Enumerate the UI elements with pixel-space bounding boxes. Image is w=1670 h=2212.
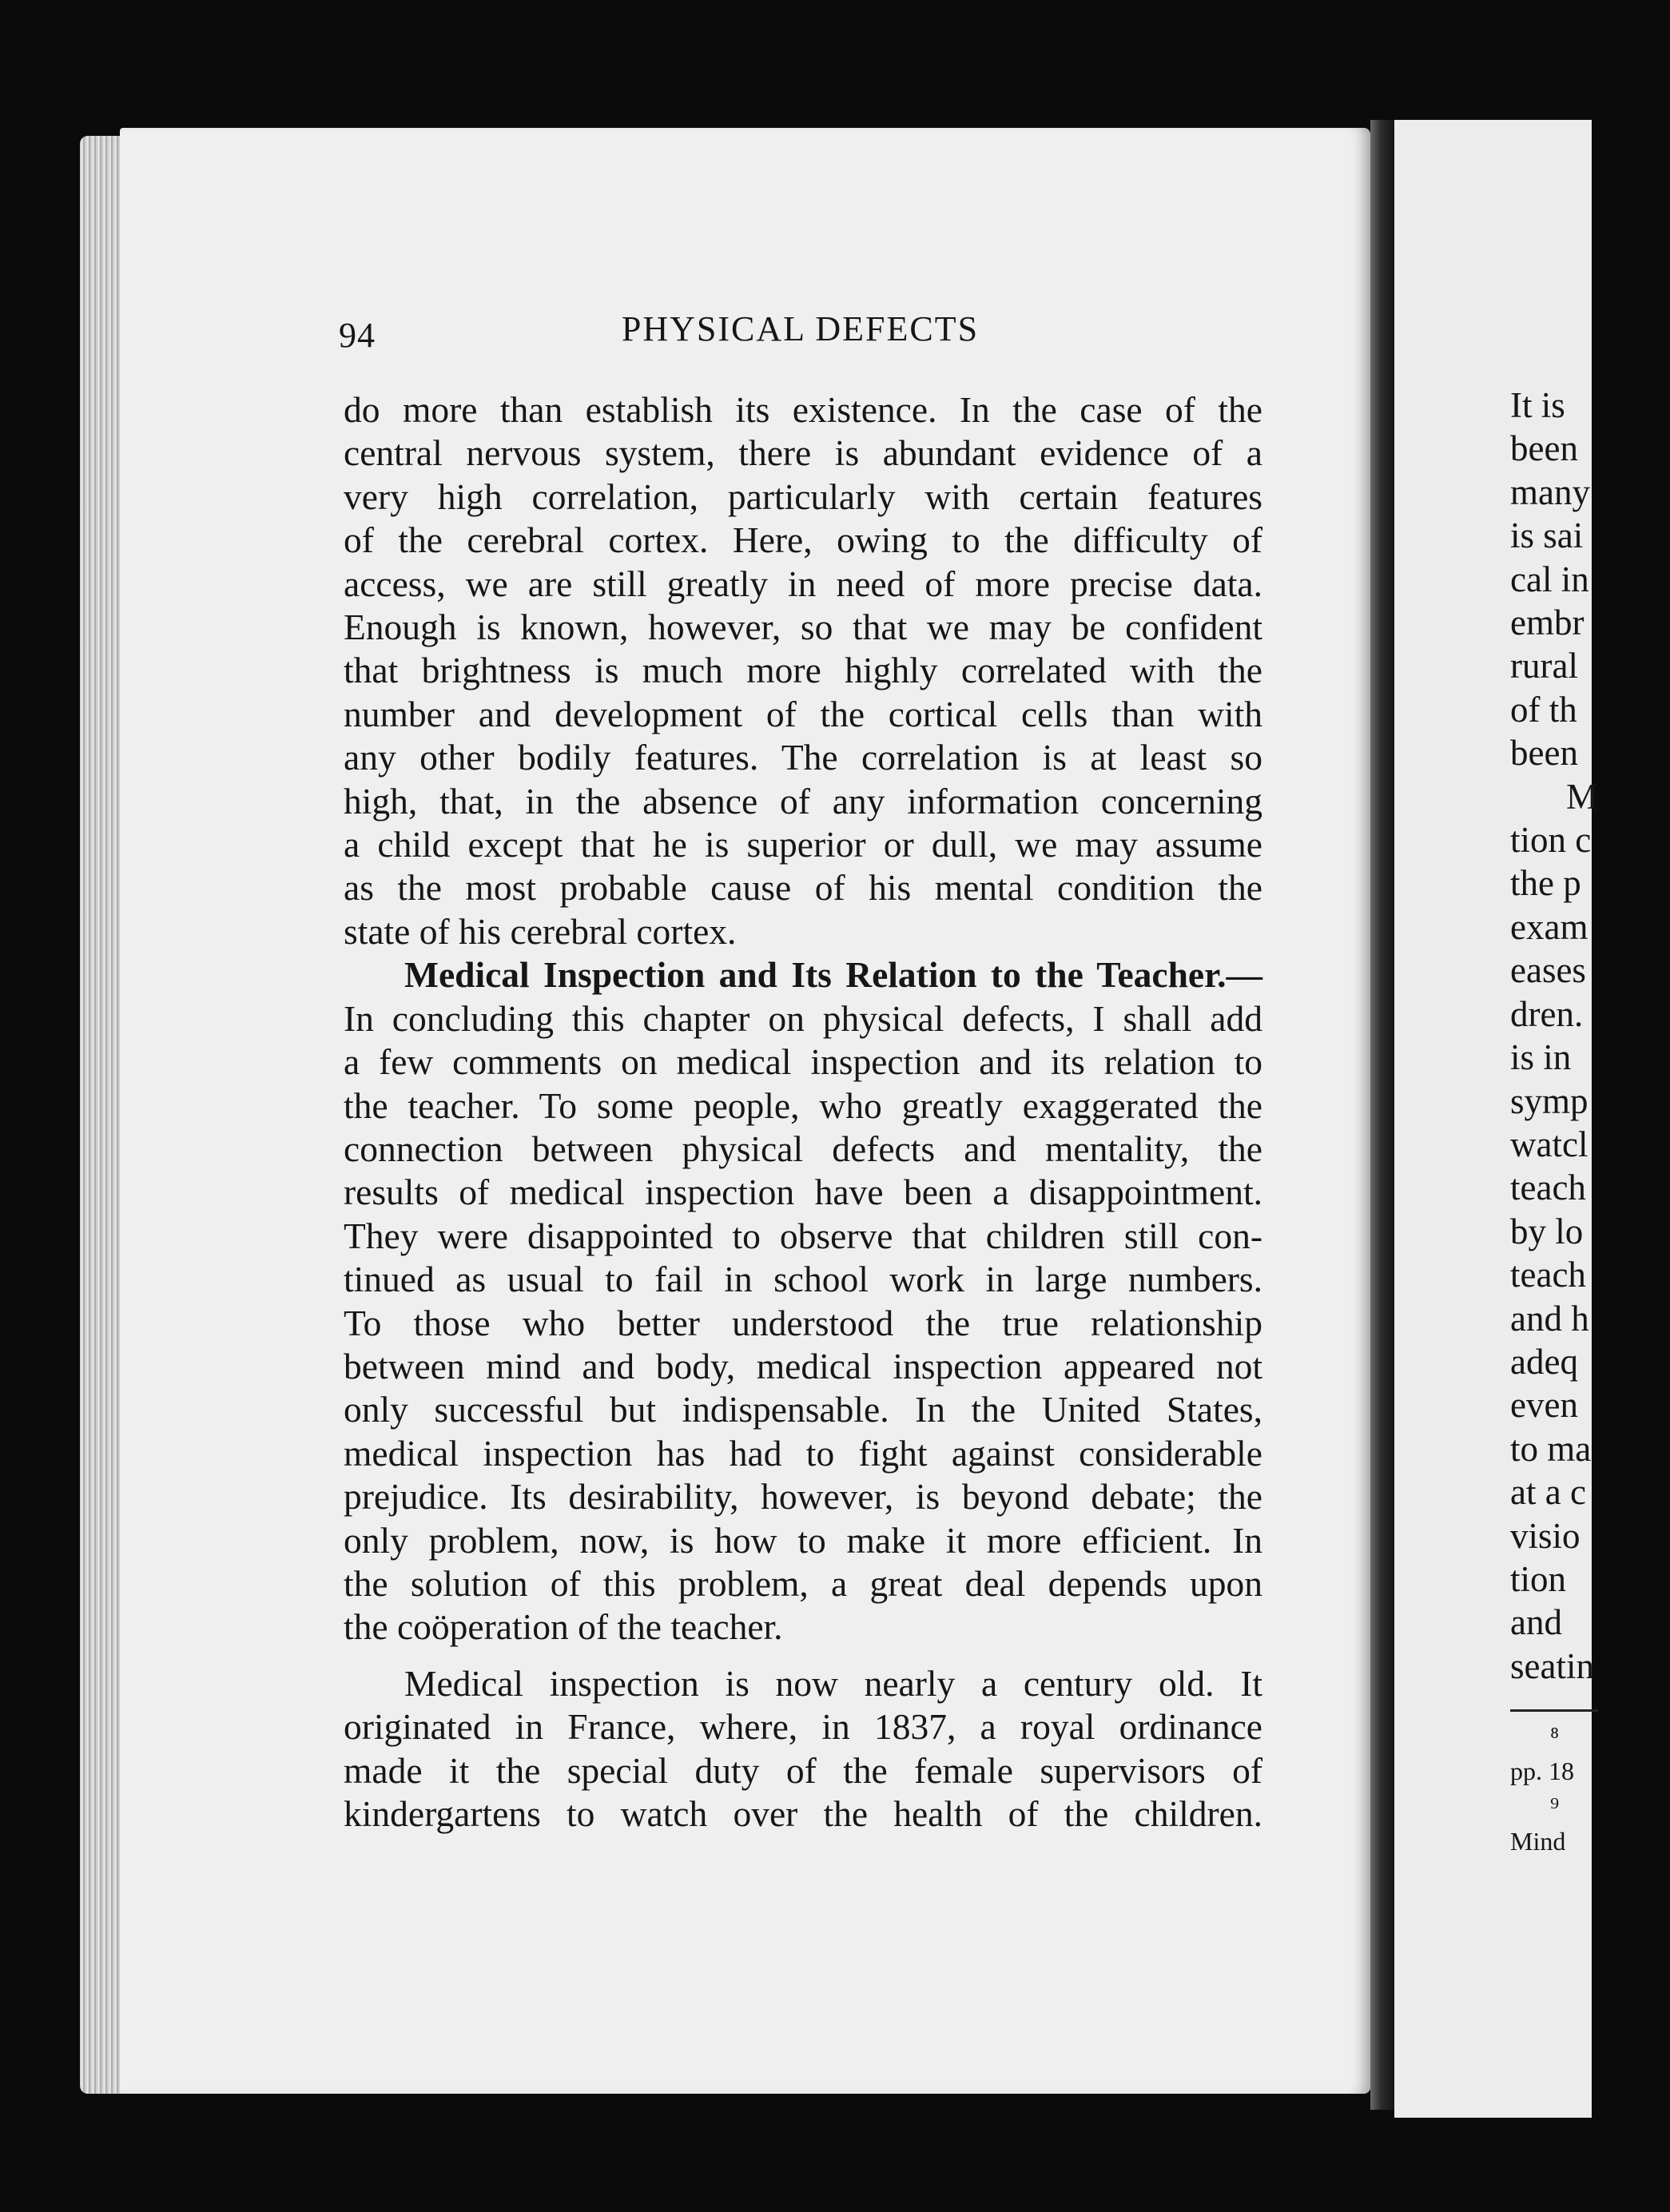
text-line-fragment: been [1510,733,1578,774]
text-line-fragment: cal in [1510,559,1589,599]
text-line-fragment: to ma [1510,1428,1592,1469]
text-line-fragment: embr [1510,603,1585,643]
text-line-fragment: is in [1510,1037,1572,1078]
text-line-fragment: tion c [1510,820,1592,861]
text-line-fragment: eases [1510,950,1586,991]
text-line: any other bodily features. The correlation is at least so [344,737,1262,778]
text-line-fragment: It is [1510,385,1565,425]
paragraph-3 [344,1662,1262,1836]
text-line-fragment: the p [1510,863,1581,904]
text-line: between mind and body, medical inspection appeared not [344,1345,1262,1386]
text-line: medical inspection has had to fight against considerable [344,1432,1262,1474]
paragraph-2 [344,953,1262,1649]
footnote-fragment: pp. 18 [1510,1756,1574,1785]
text-line-fragment: watcl [1510,1124,1588,1164]
text-line: tinued as usual to fail in school work in large numbers. [344,1259,1262,1300]
footnote-fragment: ⁸ [1550,1721,1560,1750]
text-line: of the cerebral cortex. Here, owing to the difficulty of [344,519,1262,561]
text-line: Medical inspection is now nearly a century old. It [404,1662,1262,1704]
text-line: To those who better understood the true relationship [344,1302,1262,1343]
text-line: prejudice. Its desirability, however, is beyond debate; the [344,1476,1262,1518]
text-line-fragment: dren. [1510,993,1584,1034]
running-head: PHYSICAL DEFECTS [621,309,980,348]
text-line-fragment: and h [1510,1298,1589,1339]
right-page-footnotes [1510,1718,1598,1859]
text-line-fragment: symp [1510,1080,1588,1121]
text-line: state of his cerebral cortex. [344,910,737,952]
footnote-rule [1510,1709,1598,1712]
text-line: originated in France, where, in 1837, a royal ordinance [344,1706,1262,1748]
text-line: a few comments on medical inspection and its relation to [344,1041,1262,1083]
text-line-fragment: and [1510,1602,1562,1643]
text-line: the solution of this problem, a great deal depends upon [344,1562,1262,1604]
text-line-fragment: many [1510,471,1590,512]
text-line: made it the special duty of the female supervisors of [344,1749,1262,1791]
text-line: as the most probable cause of his mental condition the [344,867,1262,909]
text-line: They were disappointed to observe that children still con- [344,1215,1262,1256]
text-line-fragment: teach [1510,1168,1586,1208]
text-line: access, we are still greatly in need of more precise data. [344,563,1262,604]
book-gutter [1370,120,1394,2110]
text-line-fragment: of th [1510,689,1577,730]
text-line: that brightness is much more highly correlated with the [344,650,1262,691]
footnote-fragment: ⁹ [1550,1792,1560,1820]
text-line: only problem, now, is how to make it more efficient. In [344,1519,1262,1561]
page-header [339,308,1262,364]
text-line: do more than establish its existence. In the case of the [344,389,1262,430]
text-line-fragment: been [1510,428,1578,469]
text-line: central nervous system, there is abundant evidence of a [344,432,1262,474]
text-line-fragment: at a c [1510,1472,1586,1513]
text-line: number and development of the cortical cells than with [344,693,1262,734]
text-line: high, that, in the absence of any information concerning [344,780,1262,822]
section-heading: Medical Inspection and Its Relation to the Teacher.— [404,954,1262,996]
text-line-fragment: M [1566,776,1599,817]
paragraph-1 [344,388,1262,953]
text-line-fragment: teach [1510,1255,1586,1295]
page-number: 94 [339,316,376,355]
footnote-fragment: Mind [1510,1827,1566,1856]
text-line: the coöperation of the teacher. [344,1606,783,1648]
text-line: connection between physical defects and mentality, the [344,1128,1262,1169]
text-line-fragment: tion [1510,1558,1567,1599]
text-line: In concluding this chapter on physical defects, I shall add [344,997,1262,1039]
text-line: the teacher. To some people, who greatly exaggerated the [344,1084,1262,1126]
text-line-fragment: by lo [1510,1211,1584,1251]
text-line-fragment: visio [1510,1515,1581,1556]
text-line: a child except that he is superior or dull, we may assume [344,824,1262,865]
text-line: very high correlation, particularly with certain features [344,475,1262,517]
text-line: results of medical inspection have been a disappointment. [344,1172,1262,1213]
body-text [344,388,1262,1836]
right-page-text [1510,384,1670,1688]
text-line: only successful but indispensable. In the United States, [344,1389,1262,1430]
text-line-fragment: exam [1510,906,1588,947]
text-line-fragment: even [1510,1385,1578,1426]
text-line: Enough is known, however, so that we may be confident [344,607,1262,648]
text-line-fragment: rural [1510,646,1578,686]
text-line: kindergartens to watch over the health of the children. [344,1793,1262,1834]
text-line-fragment: seatin [1510,1645,1594,1686]
text-line-fragment: is sai [1510,515,1584,556]
text-line-fragment: adeq [1510,1341,1578,1382]
